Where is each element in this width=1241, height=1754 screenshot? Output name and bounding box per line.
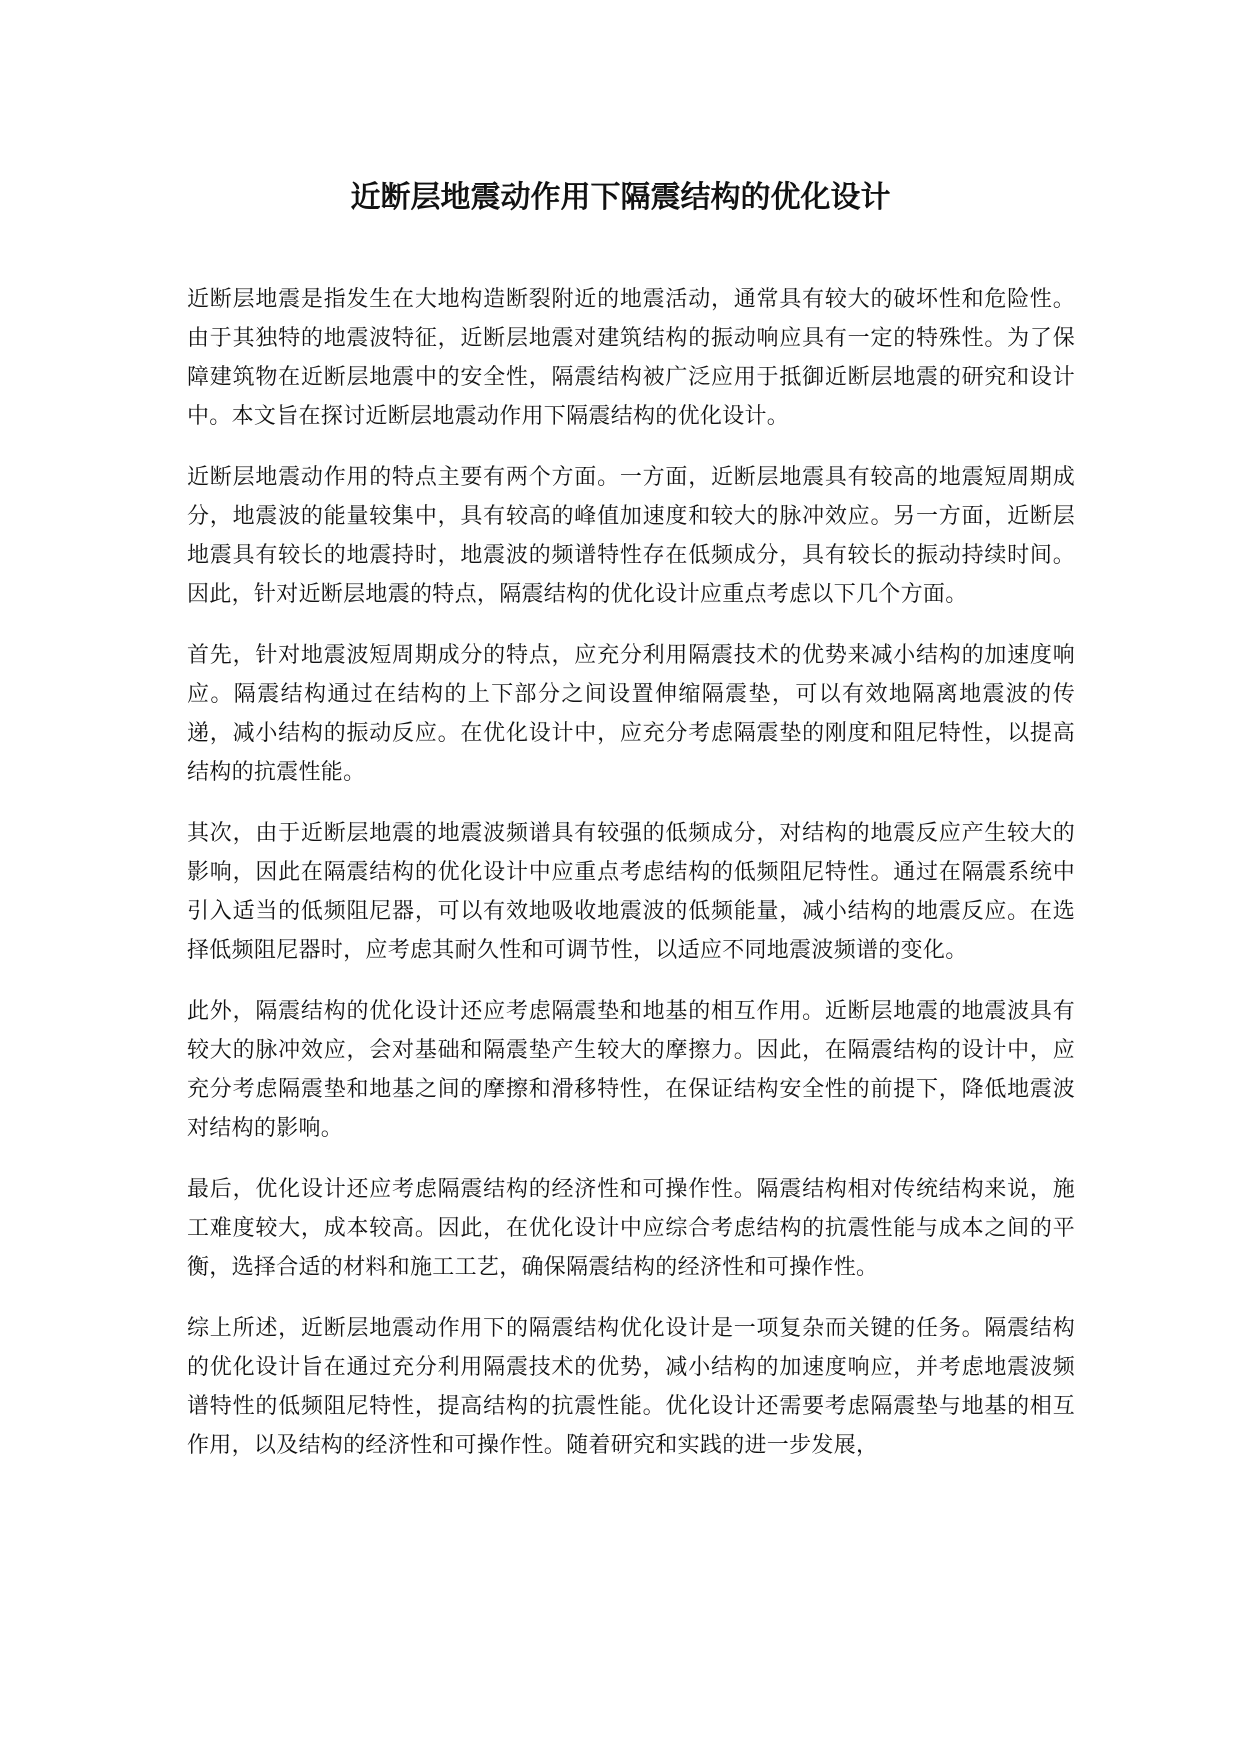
paragraph-first: 首先，针对地震波短周期成分的特点，应充分利用隔震技术的优势来减小结构的加速度响应。隔震结构通过在结构的上下部分之间设置伸缩隔震垫，可以有效地隔离地震波的传递，减小结构的振动反应。在优化设计中，应充分考虑隔震垫的刚度和阻尼特性，以提高结构的抗震性能。 bbox=[187, 643, 1075, 785]
paragraph-intro: 近断层地震是指发生在大地构造断裂附近的地震活动，通常具有较大的破坏性和危险性。由于其独特的地震波特征，近断层地震对建筑结构的振动响应具有一定的特殊性。为了保障建筑物在近断层地震中的安全性，隔震结构被广泛应用于抵御近断层地震的研究和设计中。本文旨在探讨近断层地震动作用下隔震结构的优化设计。 bbox=[187, 287, 1075, 429]
document-title: 近断层地震动作用下隔震结构的优化设计 bbox=[350, 180, 891, 215]
paragraph-summary: 综上所述，近断层地震动作用下的隔震结构优化设计是一项复杂而关键的任务。隔震结构的优化设计旨在通过充分利用隔震技术的优势，减小结构的加速度响应，并考虑地震波频谱特性的低频阻尼特性，提高结构的抗震性能。优化设计还需要考虑隔震垫与地基的相互作用，以及结构的经济性和可操作性。随着研究和实践的进一步发展， bbox=[187, 1316, 1075, 1458]
paragraph-finally: 最后，优化设计还应考虑隔震结构的经济性和可操作性。隔震结构相对传统结构来说，施工难度较大，成本较高。因此，在优化设计中应综合考虑结构的抗震性能与成本之间的平衡，选择合适的材料和施工工艺，确保隔震结构的经济性和可操作性。 bbox=[187, 1177, 1075, 1280]
paragraph-second: 其次，由于近断层地震的地震波频谱具有较强的低频成分，对结构的地震反应产生较大的影响，因此在隔震结构的优化设计中应重点考虑结构的低频阻尼特性。通过在隔震系统中引入适当的低频阻尼器，可以有效地吸收地震波的低频能量，减小结构的地震反应。在选择低频阻尼器时，应考虑其耐久性和可调节性，以适应不同地震波频谱的变化。 bbox=[187, 821, 1075, 963]
paragraph-additionally: 此外，隔震结构的优化设计还应考虑隔震垫和地基的相互作用。近断层地震的地震波具有较大的脉冲效应，会对基础和隔震垫产生较大的摩擦力。因此，在隔震结构的设计中，应充分考虑隔震垫和地基之间的摩擦和滑移特性，在保证结构安全性的前提下，降低地震波对结构的影响。 bbox=[187, 999, 1075, 1141]
document-body bbox=[187, 280, 1075, 1487]
paragraph-characteristics: 近断层地震动作用的特点主要有两个方面。一方面，近断层地震具有较高的地震短周期成分，地震波的能量较集中，具有较高的峰值加速度和较大的脉冲效应。另一方面，近断层地震具有较长的地震持时，地震波的频谱特性存在低频成分，具有较长的振动持续时间。因此，针对近断层地震的特点，隔震结构的优化设计应重点考虑以下几个方面。 bbox=[187, 465, 1075, 607]
